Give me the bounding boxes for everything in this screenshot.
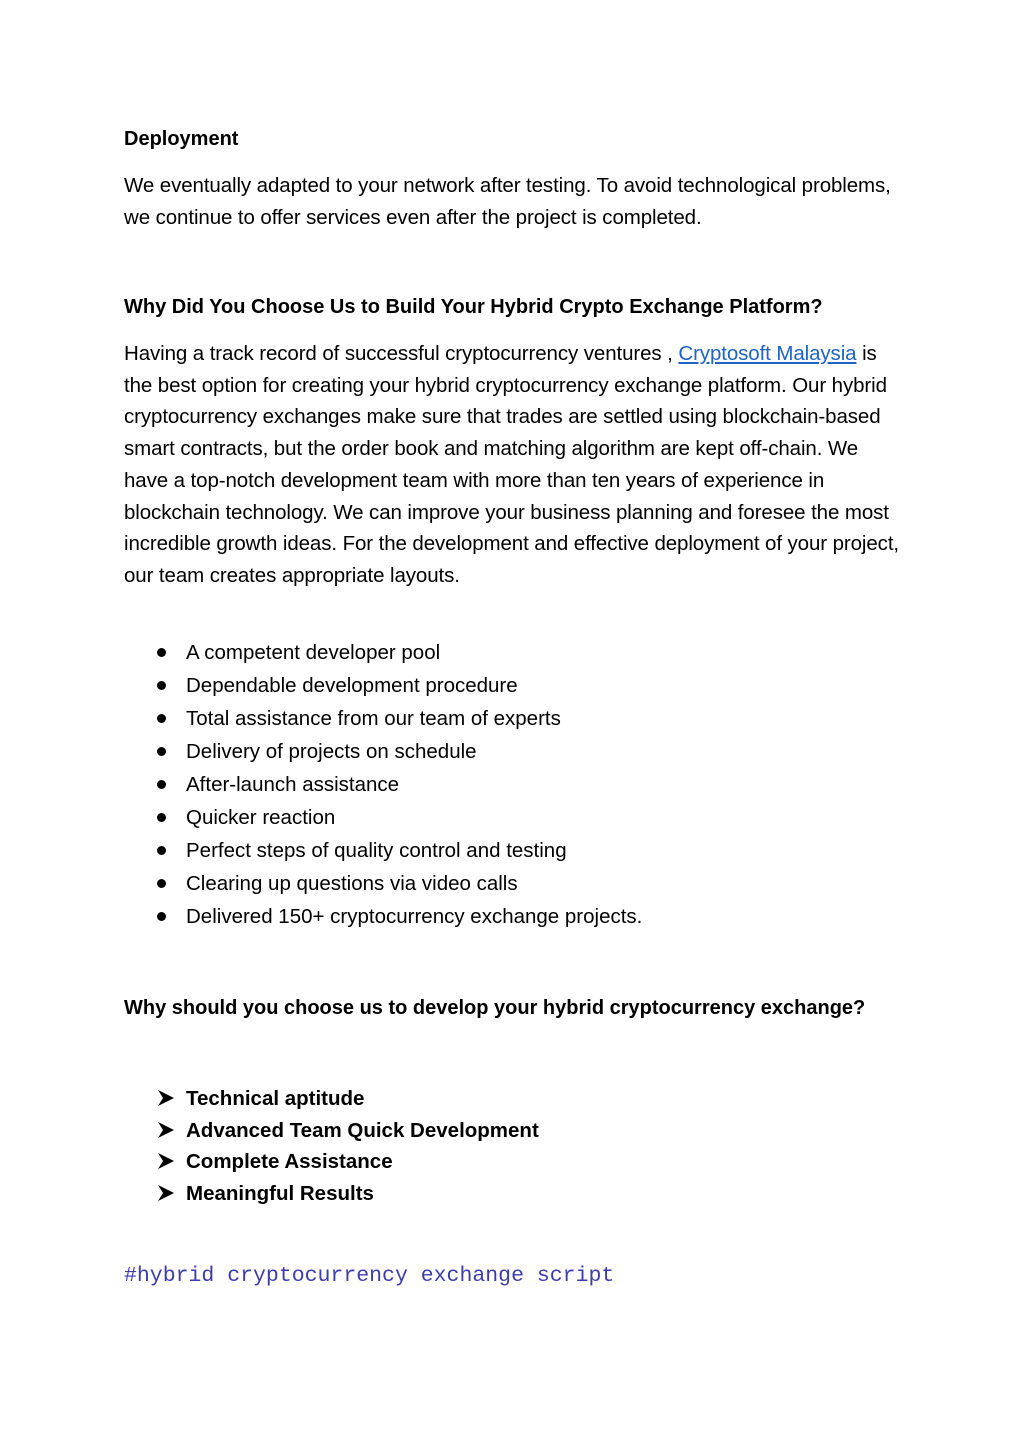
arrowhead-right-icon	[156, 1183, 176, 1203]
why-develop-heading: Why should you choose us to develop your hybrid cryptocurrency exchange?	[124, 997, 866, 1019]
features-bullet-list	[124, 636, 904, 933]
bullet-icon	[157, 681, 166, 690]
list-item-text: Dependable development procedure	[186, 674, 518, 697]
advantages-arrow-list	[124, 1083, 904, 1210]
list-item	[124, 702, 904, 735]
bullet-icon	[157, 912, 166, 921]
why-choose-heading: Why Did You Choose Us to Build Your Hybrid Crypto Exchange Platform?	[124, 296, 823, 318]
list-item	[124, 768, 904, 801]
list-item	[124, 1115, 904, 1147]
features-list-block	[124, 636, 904, 933]
list-item	[124, 1083, 904, 1115]
list-item	[124, 867, 904, 900]
bullet-icon	[157, 648, 166, 657]
bullet-icon	[157, 780, 166, 789]
advantages-list-block	[124, 1083, 904, 1210]
bullet-icon	[157, 813, 166, 822]
list-item-text: Clearing up questions via video calls	[186, 872, 518, 895]
hashtag-text: #hybrid cryptocurrency exchange script	[124, 1264, 615, 1288]
list-item-text: Complete Assistance	[186, 1150, 393, 1174]
cryptosoft-malaysia-link[interactable]: Cryptosoft Malaysia	[678, 342, 857, 365]
list-item-text: A competent developer pool	[186, 641, 441, 664]
list-item	[124, 900, 904, 933]
arrowhead-right-icon	[156, 1151, 176, 1171]
list-item-text: After-launch assistance	[186, 773, 400, 796]
list-item	[124, 834, 904, 867]
list-item-text: Technical aptitude	[186, 1087, 365, 1110]
bullet-icon	[157, 846, 166, 855]
list-item-text: Delivery of projects on schedule	[186, 740, 477, 763]
list-item	[124, 636, 904, 669]
arrowhead-right-icon	[156, 1088, 176, 1108]
list-item-text: Advanced Team Quick Development	[186, 1118, 539, 1142]
list-item-text: Delivered 150+ cryptocurrency exchange projects.	[186, 905, 643, 928]
bullet-icon	[157, 714, 166, 723]
deployment-heading: Deployment	[124, 128, 239, 150]
paragraph-text-after-link: is the best option for creating your hybrid cryptocurrency exchange platform. Our hybrid cryptocurrency exchanges make sure that trades are settled using blockchain-based smart contracts, but the order book and matching algorithm are kept off-chain. We have a top-notch development team with more than ten years of experience in blockchain technology. We can improve your business planning and foresee the most incredible growth ideas. For the development and effective deployment of your project, our team creates appropriate layouts.	[124, 342, 900, 587]
why-develop-section	[124, 994, 904, 1022]
paragraph-text-before-link: Having a track record of successful cryptocurrency ventures ,	[124, 342, 679, 365]
why-choose-paragraph	[124, 338, 904, 592]
why-choose-section	[124, 293, 904, 592]
arrowhead-right-icon	[156, 1120, 176, 1140]
list-item	[124, 1178, 904, 1210]
list-item-text: Total assistance from our team of experts	[186, 707, 561, 730]
deployment-section	[124, 125, 904, 233]
bullet-icon	[157, 879, 166, 888]
list-item-text: Meaningful Results	[186, 1182, 374, 1206]
list-item-text: Quicker reaction	[186, 806, 336, 829]
deployment-paragraph: We eventually adapted to your network after testing. To avoid technological problems, we continue to offer services even after the project is completed.	[124, 174, 891, 229]
list-item	[124, 801, 904, 834]
bullet-icon	[157, 747, 166, 756]
list-item	[124, 669, 904, 702]
list-item-text: Perfect steps of quality control and testing	[186, 839, 567, 862]
list-item	[124, 1146, 904, 1178]
list-item	[124, 735, 904, 768]
